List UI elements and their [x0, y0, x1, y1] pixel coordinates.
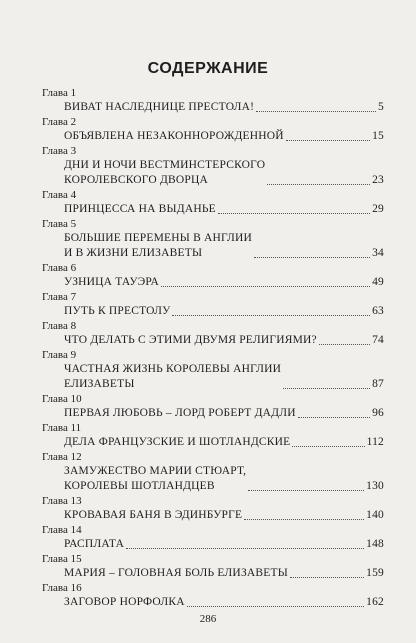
- chapter-page-number: 23: [372, 174, 384, 186]
- chapter-label: Глава 14: [42, 524, 82, 536]
- chapter-label: Глава 12: [42, 451, 82, 463]
- chapter-title: ПУТЬ К ПРЕСТОЛУ: [64, 305, 171, 317]
- toc-entry: [42, 333, 384, 348]
- dot-leader: [298, 417, 370, 418]
- toc-chapter: [42, 86, 384, 115]
- chapter-page-number: 140: [366, 509, 384, 521]
- chapter-label: Глава 6: [42, 262, 77, 274]
- chapter-title: РАСПЛАТА: [64, 538, 125, 550]
- chapter-page-number: 29: [372, 203, 384, 215]
- chapter-page-number: 63: [372, 305, 384, 317]
- toc-entry: [42, 202, 384, 217]
- chapter-title: УЗНИЦА ТАУЭРА: [64, 276, 160, 288]
- toc-entry: [42, 595, 384, 610]
- dot-leader: [290, 577, 364, 578]
- chapter-title: КРОВАВАЯ БАНЯ В ЭДИНБУРГЕ: [64, 509, 243, 521]
- chapter-page-number: 87: [372, 378, 384, 390]
- toc-entry: [42, 231, 384, 261]
- bleed-through-text: [0, 0, 416, 60]
- toc-chapter: [42, 144, 384, 188]
- chapter-title: ЗАГОВОР НОРФОЛКА: [64, 596, 185, 608]
- chapter-page-number: 162: [366, 596, 384, 608]
- toc-chapter: [42, 494, 384, 523]
- dot-leader: [172, 315, 370, 316]
- chapter-title: ДЕЛА ФРАНЦУЗСКИЕ И ШОТЛАНДСКИЕ: [64, 436, 291, 448]
- chapter-label: Глава 13: [42, 495, 82, 507]
- dot-leader: [256, 111, 376, 112]
- chapter-title: ЗАМУЖЕСТВО МАРИИ СТЮАРТ, КОРОЛЕВЫ ШОТЛАНДЦЕВ: [64, 465, 247, 492]
- toc-entry: [42, 275, 384, 290]
- toc-chapter: [42, 552, 384, 581]
- chapter-page-number: 74: [372, 334, 384, 346]
- dot-leader: [319, 344, 370, 345]
- toc-entry: [42, 362, 384, 392]
- toc-chapter: [42, 115, 384, 144]
- chapter-label: Глава 8: [42, 320, 77, 332]
- chapter-label: Глава 7: [42, 291, 77, 303]
- dot-leader: [286, 140, 370, 141]
- dot-leader: [248, 490, 364, 491]
- chapter-page-number: 112: [366, 436, 384, 448]
- toc-chapter: [42, 290, 384, 319]
- toc-chapter: [42, 319, 384, 348]
- toc-chapter: [42, 348, 384, 392]
- chapter-label: Глава 3: [42, 145, 77, 157]
- toc-entry: [42, 537, 384, 552]
- dot-leader: [254, 257, 370, 258]
- toc-chapter: [42, 217, 384, 261]
- chapter-page-number: 34: [372, 247, 384, 259]
- toc-entry: [42, 304, 384, 319]
- toc-chapter: [42, 450, 384, 494]
- chapter-label: Глава 16: [42, 582, 82, 594]
- chapter-page-number: 96: [372, 407, 384, 419]
- chapter-title: ПРИНЦЕССА НА ВЫДАНЬЕ: [64, 203, 216, 215]
- page-title: СОДЕРЖАНИЕ: [147, 60, 269, 77]
- toc-chapter: [42, 188, 384, 217]
- toc-entry: [42, 129, 384, 144]
- dot-leader: [161, 286, 370, 287]
- table-of-contents: [42, 86, 384, 610]
- toc-entry: [42, 100, 384, 115]
- chapter-label: Глава 2: [42, 116, 77, 128]
- toc-entry: [42, 566, 384, 581]
- toc-entry: [42, 508, 384, 523]
- chapter-title: ДНИ И НОЧИ ВЕСТМИНСТЕРСКОГО КОРОЛЕВСКОГО ДВОРЦА: [64, 159, 266, 186]
- chapter-label: Глава 5: [42, 218, 77, 230]
- dot-leader: [187, 606, 364, 607]
- dot-leader: [218, 213, 370, 214]
- toc-entry: [42, 406, 384, 421]
- toc-entry: [42, 158, 384, 188]
- chapter-page-number: 148: [366, 538, 384, 550]
- dot-leader: [283, 388, 370, 389]
- dot-leader: [244, 519, 364, 520]
- chapter-page-number: 15: [372, 130, 384, 142]
- toc-chapter: [42, 581, 384, 610]
- chapter-title: ВИВАТ НАСЛЕДНИЦЕ ПРЕСТОЛА!: [64, 101, 255, 113]
- chapter-title: БОЛЬШИЕ ПЕРЕМЕНЫ В АНГЛИИ И В ЖИЗНИ ЕЛИЗАВЕТЫ: [64, 232, 253, 259]
- chapter-title: ЧТО ДЕЛАТЬ С ЭТИМИ ДВУМЯ РЕЛИГИЯМИ?: [64, 334, 317, 346]
- chapter-label: Глава 1: [42, 87, 77, 99]
- chapter-page-number: 5: [378, 101, 384, 113]
- toc-chapter: [42, 523, 384, 552]
- toc-entry: [42, 464, 384, 494]
- chapter-title: ЧАСТНАЯ ЖИЗНЬ КОРОЛЕВЫ АНГЛИИ ЕЛИЗАВЕТЫ: [64, 363, 282, 390]
- toc-entry: [42, 435, 384, 450]
- chapter-page-number: 159: [366, 567, 384, 579]
- chapter-label: Глава 4: [42, 189, 77, 201]
- chapter-page-number: 49: [372, 276, 384, 288]
- chapter-title: МАРИЯ – ГОЛОВНАЯ БОЛЬ ЕЛИЗАВЕТЫ: [64, 567, 288, 579]
- chapter-page-number: 130: [366, 480, 384, 492]
- chapter-label: Глава 10: [42, 393, 82, 405]
- toc-chapter: [42, 421, 384, 450]
- chapter-label: Глава 9: [42, 349, 77, 361]
- toc-chapter: [42, 392, 384, 421]
- page-number: 286: [199, 613, 217, 625]
- toc-chapter: [42, 261, 384, 290]
- chapter-label: Глава 11: [42, 422, 82, 434]
- chapter-label: Глава 15: [42, 553, 82, 565]
- dot-leader: [292, 446, 364, 447]
- dot-leader: [126, 548, 364, 549]
- dot-leader: [267, 184, 370, 185]
- chapter-title: ОБЪЯВЛЕНА НЕЗАКОННОРОЖДЕННОЙ: [64, 130, 284, 142]
- chapter-title: ПЕРВАЯ ЛЮБОВЬ – ЛОРД РОБЕРТ ДАДЛИ: [64, 407, 296, 419]
